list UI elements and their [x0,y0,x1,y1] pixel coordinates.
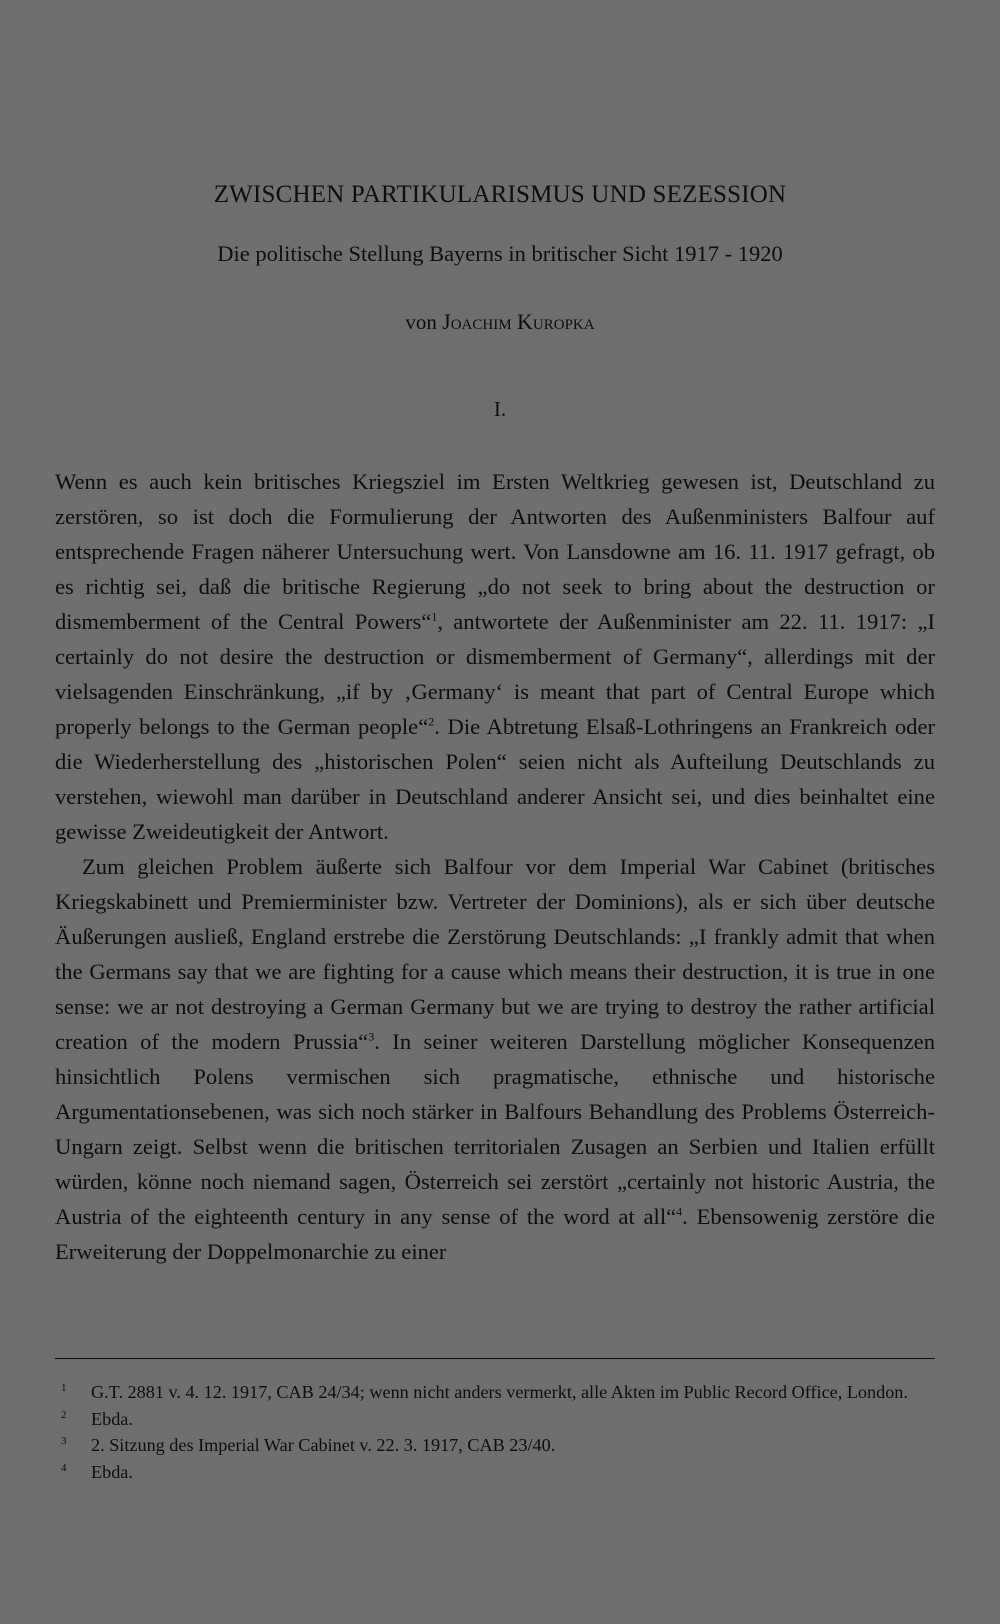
paragraph-1 [55,464,935,849]
paragraph-2-part-b: . In seiner weiteren Darstellung möglicher Konsequenzen hinsichtlich Polens vermischen sich pragmatische, ethnische und historische Argumentationsebenen, was sich noch stärker in Balfours Behandlung des Problems Österreich-Ungarn zeigt. Selbst wenn die britischen territorialen Zusagen an Serbien und Italien erfüllt würden, könne noch niemand sagen, Österreich sei zerstört „certainly not historic Austria, the Austria of the eighteenth century in any sense of the word at all“ [55,1029,935,1229]
footnote-ref-4: 4 [676,1204,683,1219]
footnote-divider [55,1358,935,1359]
footnote-ref-3: 3 [368,1029,375,1044]
footnote-3: 3 2. Sitzung des Imperial War Cabinet v. 22. 3. 1917, CAB 23/40. [61,1435,556,1455]
section-number: I. [493,397,507,421]
author-name: Joachim Kuropka [442,309,595,334]
footnote-2: 2 Ebda. [61,1408,133,1429]
author-line [0,309,1000,335]
paragraph-1-part-c: . Die Abtretung Elsaß-Lothringens an Frankreich oder die Wiederherstellung des „historischen Polen“ seien nicht als Aufteilung Deutschlands zu verstehen, wiewohl man darüber in Deutschland anderer Ansicht sei, und dies beinhaltet eine gewisse Zweideutigkeit der Antwort. [55,714,935,844]
footnote-4: 4 Ebda. [61,1461,133,1482]
paragraph-2-part-a: Zum gleichen Problem äußerte sich Balfour vor dem Imperial War Cabinet (britisches Kriegskabinett und Premierminister bzw. Vertreter der Dominions), als er sich über deutsche Äußerungen ausließ, England erstrebe die Zerstörung Deutschlands: „I frankly admit that when the Germans say that we are fighting for a cause which means their destruction, it is true in one sense: we ar not destroying a German Germany but we are trying to destroy the rather artificial creation of the modern Prussia“ [55,854,935,1054]
footnote-ref-1: 1 [431,609,438,624]
author-prefix: von [405,310,437,334]
footnote-text: G.T. 2881 v. 4. 12. 1917, CAB 24/34; wenn nicht anders vermerkt, alle Akten im Public Record Office, London. [91,1382,908,1402]
paragraph-1-part-b: , antwortete der Außenminister am 22. 11. 1917: „I certainly do not desire the destruction or dismemberment of Germany“, allerdings mit der vielsagenden Einschränkung, „if by ‚Germany‘ is meant that part of Central Europe which properly belongs to the German people“ [55,609,935,739]
paragraph-2 [55,849,935,1269]
article-subtitle: Die politische Stellung Bayerns in britischer Sicht 1917 - 1920 [217,241,783,266]
footnote-1: 1 G.T. 2881 v. 4. 12. 1917, CAB 24/34; wenn nicht anders vermerkt, alle Akten im Public Record Office, London. [61,1382,908,1402]
paragraph-2-part-c: . Ebensowenig zerstöre die Erweiterung der Doppelmonarchie zu einer [55,1204,935,1264]
article-title: ZWISCHEN PARTIKULARISMUS UND SEZESSION [213,181,787,208]
paragraph-1-part-a: Wenn es auch kein britisches Kriegsziel im Ersten Weltkrieg gewesen ist, Deutschland zu zerstören, so ist doch die Formulierung der Antworten des Außenministers Balfour auf entsprechende Fragen näherer Untersuchung wert. Von Lansdowne am 16. 11. 1917 gefragt, ob es richtig sei, daß die britische Regierung „do not seek to bring about the destruction or dismemberment of the Central Powers“ [55,469,935,634]
footnote-text: 2. Sitzung des Imperial War Cabinet v. 22. 3. 1917, CAB 23/40. [91,1435,556,1455]
footnote-text: Ebda. [91,1408,133,1429]
footnote-text: Ebda. [91,1461,133,1482]
footnote-ref-2: 2 [428,714,435,729]
footnotes [55,1379,935,1485]
body-text [55,464,935,1269]
